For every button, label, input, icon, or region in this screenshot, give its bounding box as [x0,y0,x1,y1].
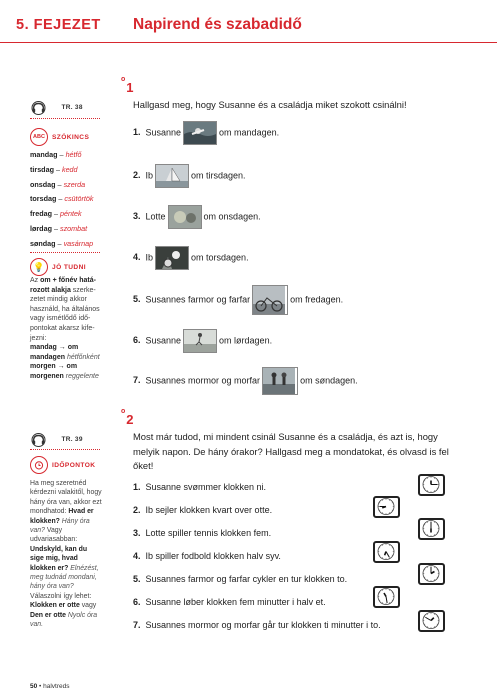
item-sentence: Ib sejler klokken kvart over otte. [145,505,273,515]
exercise-2-item [133,527,381,540]
divider [30,449,100,450]
item-sentence: Susannes mormor og morfar går tur klokken ti minutter i to. [145,620,381,630]
track-label: TR. 39 [61,436,83,444]
vocab-translation: péntek [59,209,82,219]
exercise-2-item [133,596,381,609]
item-subject: Susanne [145,335,182,346]
item-number: 3. [133,528,141,538]
lightbulb-icon: 💡 [30,258,48,276]
tip-text-part: Ha meg szeretnéd kérdezni valakitől, hogy hány óra van, akkor ezt mondhatod: [30,480,102,516]
clock-icon [418,563,445,585]
item-day: om søndagen. [300,375,358,386]
vocab-word: tirsdag [30,164,54,174]
item-subject: Lotte [145,211,166,222]
audio-track-38[interactable] [30,99,83,117]
vocab-translation: vasárnap [63,238,94,248]
item-number: 5. [133,294,141,305]
vocab-item: søndag – vasárnap [30,238,94,248]
tip-answer: Den er otte [30,611,66,619]
exercise-2-item [133,619,381,632]
tennis-photo [168,205,202,229]
page-word: halvtreds [43,683,70,690]
walking-photo [262,367,298,395]
clock-icon [418,518,445,540]
tip-heading [30,258,86,276]
item-number: 4. [133,252,141,263]
item-day: om lørdagen. [219,335,273,346]
item-subject: Susannes mormor og morfar [145,375,261,386]
tip-answer: Klokken er otte [30,602,80,610]
time-tip-text [30,479,102,630]
item-subject: Susannes farmor og farfar [145,294,251,305]
item-number: 1. [133,482,141,492]
divider [30,252,100,253]
tip-question: Undskyld, kan du sige mig, hvad klokken er? [30,545,88,572]
football-photo [155,246,189,270]
time-heading [30,456,95,474]
exercise-number-text: 2 [126,412,134,427]
vocab-item: mandag – hétfő [30,150,82,159]
exercise-1-number [121,76,134,95]
headphones-icon [30,101,47,115]
item-number: 7. [133,375,141,386]
vocab-translation: szerda [63,179,86,189]
divider [30,118,100,119]
tip-text-part: Vagy udvariasabban: [30,527,78,544]
exercise-1-item [133,367,358,395]
exercise-2-number [121,408,134,427]
exercise-1-item [133,164,246,188]
audio-marker-icon: o [121,76,126,83]
vocab-word: lørdag [30,223,52,233]
tip-example: morgen → om morgenen [30,363,78,380]
swimming-photo [183,121,217,145]
clock-icon [418,474,445,496]
vocab-translation: kedd [61,164,78,174]
exercise-2-item [133,550,381,563]
cycling-photo [252,285,288,315]
exercise-2-instruction: Most már tudod, mi mindent csinál Susanne és a családja, és azt is, hogy melyik napon. De hány órakor? Hallgasd meg a mondatokat, és olvasd is fel őket! [133,431,449,471]
tip-translation: Hány óra van? [30,517,90,535]
item-day: om onsdagen. [203,211,261,222]
tip-translation: Nyolc óra van. [30,611,98,629]
item-number: 1. [133,127,141,138]
exercise-1-item [133,121,279,145]
tip-question: Hvad er klokken? [30,508,94,525]
item-sentence: Lotte spiller tennis klokken fem. [145,528,272,538]
page-footer: 50 • halvtreds [30,683,70,690]
tip-example-translation: hétfőnként [66,353,100,361]
item-subject: Susanne [145,127,182,138]
tip-title: JÓ TUDNI [52,263,86,271]
item-day: om tirsdagen. [191,170,246,181]
audio-track-39[interactable] [30,431,83,449]
exercise-1-item [133,285,343,315]
tip-example-translation: reggelente [65,372,99,380]
vocab-item: onsdag – szerda [30,179,86,189]
exercise-1-item [133,329,272,353]
exercise-number-text: 1 [126,80,134,95]
item-number: 4. [133,551,141,561]
item-day: om fredagen. [290,294,344,305]
item-sentence: Ib spiller fodbold klokken halv syv. [145,551,281,561]
vocab-word: søndag [30,238,56,248]
chapter-label: 5. FEJEZET [16,17,101,33]
item-subject: Ib [145,170,154,181]
item-number: 2. [133,505,141,515]
vocab-heading [30,128,89,146]
exercise-2-item [133,481,381,494]
tip-translation: Elnézést, meg tudnád mondani, hány óra van? [30,564,99,591]
item-number: 3. [133,211,141,222]
audio-marker-icon: o [121,408,126,415]
alarm-clock-icon [30,456,48,474]
clock-icon [373,541,400,563]
vocab-title: SZÓKINCS [52,133,90,141]
vocab-word: onsdag [30,179,56,189]
page-number: 50 [30,683,38,690]
vocab-word: mandag [30,150,58,159]
vocab-translation: csütörtök [64,194,94,204]
vocab-item: lørdag – szombat [30,223,88,233]
tip-text [30,276,100,382]
vocab-translation: hétfő [65,150,82,159]
item-number: 6. [133,335,141,346]
tip-text-part: vagy [79,602,97,610]
vocab-list [30,148,110,252]
tip-text-part: Az [30,277,41,284]
clock-icon [418,610,445,632]
header-rule [0,42,497,43]
headphones-icon [30,433,47,447]
tip-example: mandag → om mandagen [30,344,79,361]
tip-bold: om + főnév hatá-rozott alakja [30,277,96,294]
vocab-translation: szombat [59,223,88,233]
item-day: om mandagen. [219,127,280,138]
exercise-2-item [133,504,381,517]
chapter-title: Napirend és szabadidő [133,16,302,33]
tip-text-part: Válaszolni így lehet: [30,592,92,600]
item-number: 2. [133,170,141,181]
item-number: 5. [133,574,141,584]
clock-icon [373,586,400,608]
vocab-word: torsdag [30,194,57,204]
vocab-word: fredag [30,209,52,219]
clock-icon [373,496,400,518]
running-photo [183,329,217,353]
item-sentence: Susanne løber klokken fem minutter i halv et. [145,597,326,607]
item-day: om torsdagen. [191,252,249,263]
exercise-1-item [133,205,261,229]
time-title: IDŐPONTOK [52,461,96,469]
item-sentence: Susanne svømmer klokken ni. [145,482,267,492]
item-number: 6. [133,597,141,607]
item-sentence: Susannes farmor og farfar cykler en tur klokken to. [145,574,348,584]
tip-text-part: szerke-zetet mindig akkor használd, ha általános vagy ismétlődő idő-pontokat akarsz kife-jezni: [30,286,100,342]
item-subject: Ib [145,252,154,263]
sailing-photo [155,164,189,188]
abc-icon: ABC [30,128,48,146]
exercise-1-item [133,246,249,270]
track-label: TR. 38 [61,104,83,112]
exercise-1-instruction: Hallgasd meg, hogy Susanne és a családja miket szokott csinálni! [133,99,407,110]
item-number: 7. [133,620,141,630]
exercise-2-item [133,573,381,586]
vocab-item: tirsdag – kedd [30,164,78,174]
vocab-item: fredag – péntek [30,209,82,219]
vocab-item: torsdag – csütörtök [30,194,94,204]
